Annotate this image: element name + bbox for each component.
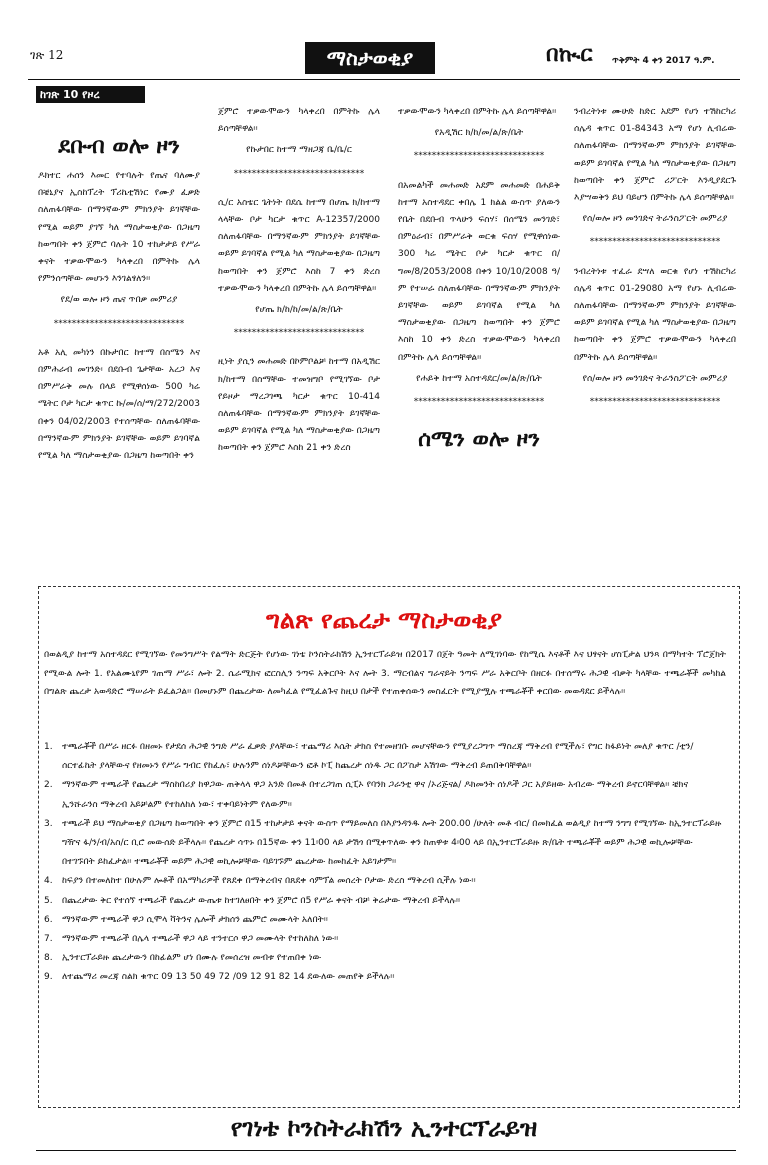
tender-title: ግልጽ የጨረታ ማስታወቂያ [265, 606, 503, 634]
list-item [44, 815, 726, 873]
item-number: 7. [44, 934, 53, 945]
issue-date: ጥቅምት 4 ቀን 2017 ዓ.ም. [612, 56, 715, 66]
separator: ***************************** [413, 151, 545, 162]
column-3 [398, 104, 560, 461]
list-item [44, 776, 726, 814]
notice-text: አቶ አሊ መካነን በኩታበር ከተማ በስሜን እና በምሕራብ መገንድ፡ በደቡብ ጌታቸው አረጋ እና በምሥራቅ መሉ በላይ የሚዋሰነው 500 ካሬ ሜትር ቦታ ካርታ ቁጥር ኩ/መ/ሰ/ማ/272/2003 በቀን 04/02/2003 የተሰጣቸው ስለጠፋባቸው በማንኛውም ምክንያት ይገኛቸው ወይም ይገባኛል የሚል ካለ ማስታወቂያው በጋዜጣ ከወጣበት ቀን [38, 347, 200, 462]
list-item [44, 892, 726, 911]
section-title: ማስታወቂያ [305, 42, 435, 74]
notice-text: በአመልካች መሐመድ አደም መሐመድ በሐይቅ ከተማ አስተዳደር ቀበሌ 1 ክልል ውስጥ ያለውን የቤት በደቡብ ጥላሁን ፍስሃ፣ በሰሜን መንገድ፣ በምዕራብ፣ በምሥራቅ ወርቁ ፍስሃ የሚዋሰነው 300 ካሬ ሜትር ቦታ ካርታ ቁጥር በ/ግመ/8/2053/2008 በቀን 10/10/2008 ዓ/ም የተሠራ ስለጠፋባቸው በማንኛውም ምክንያት ይገኛቸው ወይም ይገባኛል የሚል ካለ ማስታወቂያው በጋዜጣ ከወጣበት ቀን ጀምሮ እስከ 10 ቀን ድረስ ተቃውሞውን ካላቀረበ በምትኩ ሌላ ይሰጣቸዋል፡፡ [398, 180, 560, 363]
enterprise-name: የገነቴ ኮንስትራክሽን ኢንተርፕራይዝ [230, 1114, 538, 1142]
notice-signature: የሰ/ወሎ ዞን መንገድና ትራንስፖርት መምሪያ [582, 214, 728, 225]
notice-text: ዚነት ያሲን መሐመድ በኮምቦልቻ ከተማ በአዲሽር ክ/ከተማ በስማቸው ተመዝግቦ የሚገኘው ቦታ የይዞታ ማረጋገጫ ካርታ ቁጥር 10-414 ስለጠፋባቸው በማንኛውም ምክንያት ይገኛቸው ወይም ይገባኛል የሚል ካለ ማስታወቂያው በጋዜጣ ከወጣበት ቀን ጀምሮ እስከ 21 ቀን ድረስ [218, 357, 380, 454]
separator: ***************************** [589, 237, 721, 248]
separator: ***************************** [589, 397, 721, 408]
footer-rule [36, 1150, 736, 1151]
tender-intro: በወልዲያ ከተማ አስተዳደር የሚገኘው የመንግሥት የልማት ድርጅት የሆነው ገነቴ ኮንስትራክሽን ኢንተርፕራይዝ በ2017 በጀት ዓመት ለሚገነባው የከሚሴ እናቶች እና ህፃናት ሆስፒታል ህንጻ በማካተት ፕሮጀክት የሚውል ሎት 1. የአልሙኒየም ገጠማ ሥራ፣ ሎት 2. ሴራሚክና ፎርስሊን ንጣፍ አቅርቦት እና ሎት 3. ማርብልና ግራናይት ንጣፍ ሥራ አቅርቦት በዘርፉ በተሰማሩ ሕጋዊ ብቃት ካላቸው ተጫራቾች መካከል በግልጽ ጨረታ አወዳድሮ ማሠራት ይፈልጋል፡፡ በመሆኑም በጨረታው ለመካፈል የሚፈልጉና ከዚህ በታች የተጠቀሰውን መስፈርት የሚያሟሉ ተጫራቾች ቀርበው መወዳደር ይችላሉ፡፡ [44, 650, 726, 698]
column-4 [574, 104, 736, 423]
item-number: 4. [44, 876, 53, 887]
separator: ***************************** [233, 168, 365, 179]
item-text: በጨረታው ቅር የተሰኘ ተጫራች የጨረታ ውጤቱ ከተገለፀበት ቀን ጀምሮ በ5 የሥራ ቀናት ብቻ ቅሬታው ማቅረብ ይችላሉ፡፡ [62, 895, 461, 906]
list-item [44, 872, 726, 891]
notice-signature: የሰ/ወሎ ዞን መንገድና ትራንስፖርት መምሪያ [582, 373, 728, 384]
list-item [44, 968, 726, 987]
page-header [0, 0, 768, 84]
page-number: ገጽ 12 [30, 48, 64, 62]
separator: ***************************** [233, 328, 365, 339]
header-rule [28, 79, 740, 80]
tender-requirements [44, 738, 726, 988]
item-text: ኢንተርፕራይዙ ጨረታውን በከፊልም ሆነ በሙሉ የመሰረዝ መብቱ የተጠበቀ ነው [62, 953, 322, 964]
notice-text: ተቃውሞውን ካላቀረበ በምትኩ ሌላ ይሰጣቸዋል፡፡ [398, 107, 557, 117]
zone-heading: ሰሜን ወሎ ዞን [418, 427, 540, 453]
notice-signature: የደ/ወ ወሎ ዞን ጤና ጥበቃ መምሪያ [60, 295, 178, 306]
list-item [44, 911, 726, 930]
item-text: ለተጨማሪ መረጃ ስልክ ቁጥር 09 13 50 49 72 /09 12 91 82 14 ደውለው መጠየቅ ይችላሉ፡፡ [62, 972, 395, 983]
separator: ***************************** [413, 397, 545, 408]
zone-heading: ደቡብ ወሎ ዞን [58, 134, 180, 159]
notice-signature: የሆጤ ክ/ከ/ከ/መ/ል/ጽ/ቤት [255, 305, 343, 316]
notice-text: ንብረትነቱ ተፈራ ደሣለ ወርቁ የሆነ ተሽከርካሪ ሰሌዳ ቁጥር 01-29080 አማ የሆኑ ሊብሬው ስለጠፋባቸው በማንኛውም ምክንያት ይገኛቸው ወይም ይገባኛል የሚል ካለ ማስታወቂያው በጋዜጣ ከወጣበት ቀን ጀምሮ ተቃውሞውን ካላቀረበ በምትኩ ሌላ ይሰጣቸዋል፡፡ [574, 266, 736, 363]
notice-text: ጀምሮ ተቃውሞውን ካላቀረበ በምትኩ ሌላ ይሰጣቸዋል፡፡ [218, 107, 380, 135]
list-item [44, 738, 726, 776]
item-number: 5. [44, 895, 53, 906]
item-text: ማንኛውም ተጫራች በሌላ ተጫራች ዋጋ ላይ ተንተርሶ ዋጋ መሙላት የተከለከለ ነው፡፡ [62, 934, 339, 945]
item-number: 9. [44, 972, 53, 983]
list-item [44, 930, 726, 949]
column-1 [38, 100, 200, 465]
column-2 [218, 104, 380, 458]
notice-signature: የኩታበር ከተማ ማዘጋጃ ቤ/ቤ/ር [246, 145, 352, 156]
list-item [44, 949, 726, 968]
item-number: 6. [44, 914, 53, 925]
item-text: ከፍያን በተመለከተ በሁሉም ሎቶች በአማካሪዎች የጸደቀ በማቅረብና በጸደቀ ሳምፕል መሰረት ቦታው ድረስ ማቅረብ ሲችሉ ነው፡፡ [62, 876, 476, 887]
item-number: 1. [44, 742, 53, 752]
notice-text: ንብረትነቱ ሙሁድ ከድር አደም የሆነ ተሽከርካሪ ሰሌዳ ቁጥር 01-84343 አማ የሆነ ሊብሬው ስለጠፋባቸው በማንኛውም ምክንያት ይገኛቸው ወይም ይገባኛል የሚል ካለ ማስታወቂያው በጋዜጣ ከወጣበት ቀን ጀምሮ ሪፖርት እንዲያደርጉ እያሣወቅን ይህ ባይሆን በምትኩ ሌላ ይሰጣቸዋል፡፡ [574, 107, 736, 204]
item-text: ተጫራች ይህ ማስታወቂያ በጋዜጣ ከወጣበት ቀን ጀምሮ በ15 ተከታታይ ቀናት ውስጥ የማይመለስ በእያንዳንዱ ሎት 200.00 /ሁለት መቶ ብር/ በመክፈል ወልዲያ ከተማ ንግግ የሚገኘው ከኢንተርፕራይዙ ግዥና ፋ/ን/ብ/አስ/ር ቢሮ መውሰድ ይችላሉ፡፡ የጨረታ ሳጥኑ በ15ኛው ቀን 11፡00 ላይ ታሽጎ በሚቀጥለው ቀን ከጠዋቱ 4፡00 ላይ በኢንተርፕራይዙ ጽ/ቤት ተጫራቾች ወይም ሕጋዊ ወኪሎቻቸው በተገኙበት ይከፈታል፡፡ ተጫራቾች ወይም ሕጋዊ ወኪሎቻቸው ባይገኙም ጨረታው ከመከፈት አይገታም፡፡ [62, 818, 722, 868]
item-number: 2. [44, 780, 53, 791]
continuation-label: ከገጽ 10 የዞረ [36, 86, 145, 103]
notice-text: ዶክተር ሐሰን እመር የተባሉት የጤና ባለሙያ በቼኒያና ኢስከፕረት ፕሪኬቲሽነር የሙያ ፈቃድ ስለጠፋባቸው በማንኛውም ምክንያት ይገኛቸው የሚል ወይም ያገኘ ካለ ማስታወቂያው በጋዜጣ ከወጣበት ቀን ጀምሮ ባሉት 10 ተከታታይ የሥራ ቀናት ተቃውሞውን ካላቀረበ በምትኩ ሌላ የምንሰጣቸው መሆኑን እንገልፃለን፡፡ [38, 171, 200, 285]
separator: ***************************** [53, 318, 185, 329]
item-number: 8. [44, 953, 53, 964]
item-number: 3. [44, 818, 53, 829]
item-text: ማንኛውም ተጫራች ዋጋ ሲሞላ ቫትንና ሌሎች ታክሰን ጨምሮ መሙላት አለበት፡፡ [62, 914, 328, 925]
item-text: ተጫራቾች በሥራ ዘርፉ በዘመኑ የታደሰ ሕጋዊ ንግድ ሥራ ፈቃድ ያላቸው፣ ተጨማሪ እሴት ታክስ የተመዘገቡ መሆናቸውን የሚያረጋግጥ ማስረጃ ማቅረብ የሚችሉ፣ የግር ከፋይነት መለያ ቁጥር /ቲን/ ሰርተፊኬት ያላቸውና የዘመኑን የሥራ ግብር የከፈሉ፣ ሁሉንም ሰነዶቻቸውን ፎቶ ኮፒ ከጨረታ ሰነዱ ጋር በፖስታ አሽገው ማቅረብ ይጠበቅባቸዋል፡፡ [62, 742, 694, 772]
publication-name: በኲር [546, 42, 593, 67]
notice-signature: የአዲሽር ክ/ከ/መ/ል/ጽ/ቤት [434, 128, 524, 139]
notice-text: ሲ/ር አስቴር ጌትነት በደሴ ከተማ በሆጤ ክ/ከተማ ላላቸው ቦታ ካርታ ቁጥር A-12357/2000 ስለጠፋባቸው በማንኛውም ምክንያት ይገኛቸው ወይም ይገባኛል የሚል ካለ ማስታወቂያው በጋዜጣ ከወጣበት ቀን ጀምሮ እስከ 7 ቀን ድረስ ተቃውሞውን ካላቀረበ በምትኩ ሌላ ይሰጣቸዋል፡፡ [218, 197, 380, 294]
item-text: ማንኛውም ተጫራች የጨረታ ማስከበሪያ ከዋጋው ጠቅላላ ዋጋ አንድ በመቶ በተረጋገጠ ሲፒኦ የባንክ ጋራንቲ ዋና /ኦሪጅናል/ ዶክመንት ሰነዶች ጋር አያይዘው አብረው ማቅረብ ይኖርባቸዋል፡፡ ቼክና ኢንሹራንስ ማቅረብ አይቻልም የተከለከለ ነው፣ ተቀባይነትም የለውም፡፡ [62, 780, 689, 810]
notice-signature: የሐይቅ ከተማ አስተዳደር/መ/ል/ጽ/ቤት [416, 373, 542, 384]
